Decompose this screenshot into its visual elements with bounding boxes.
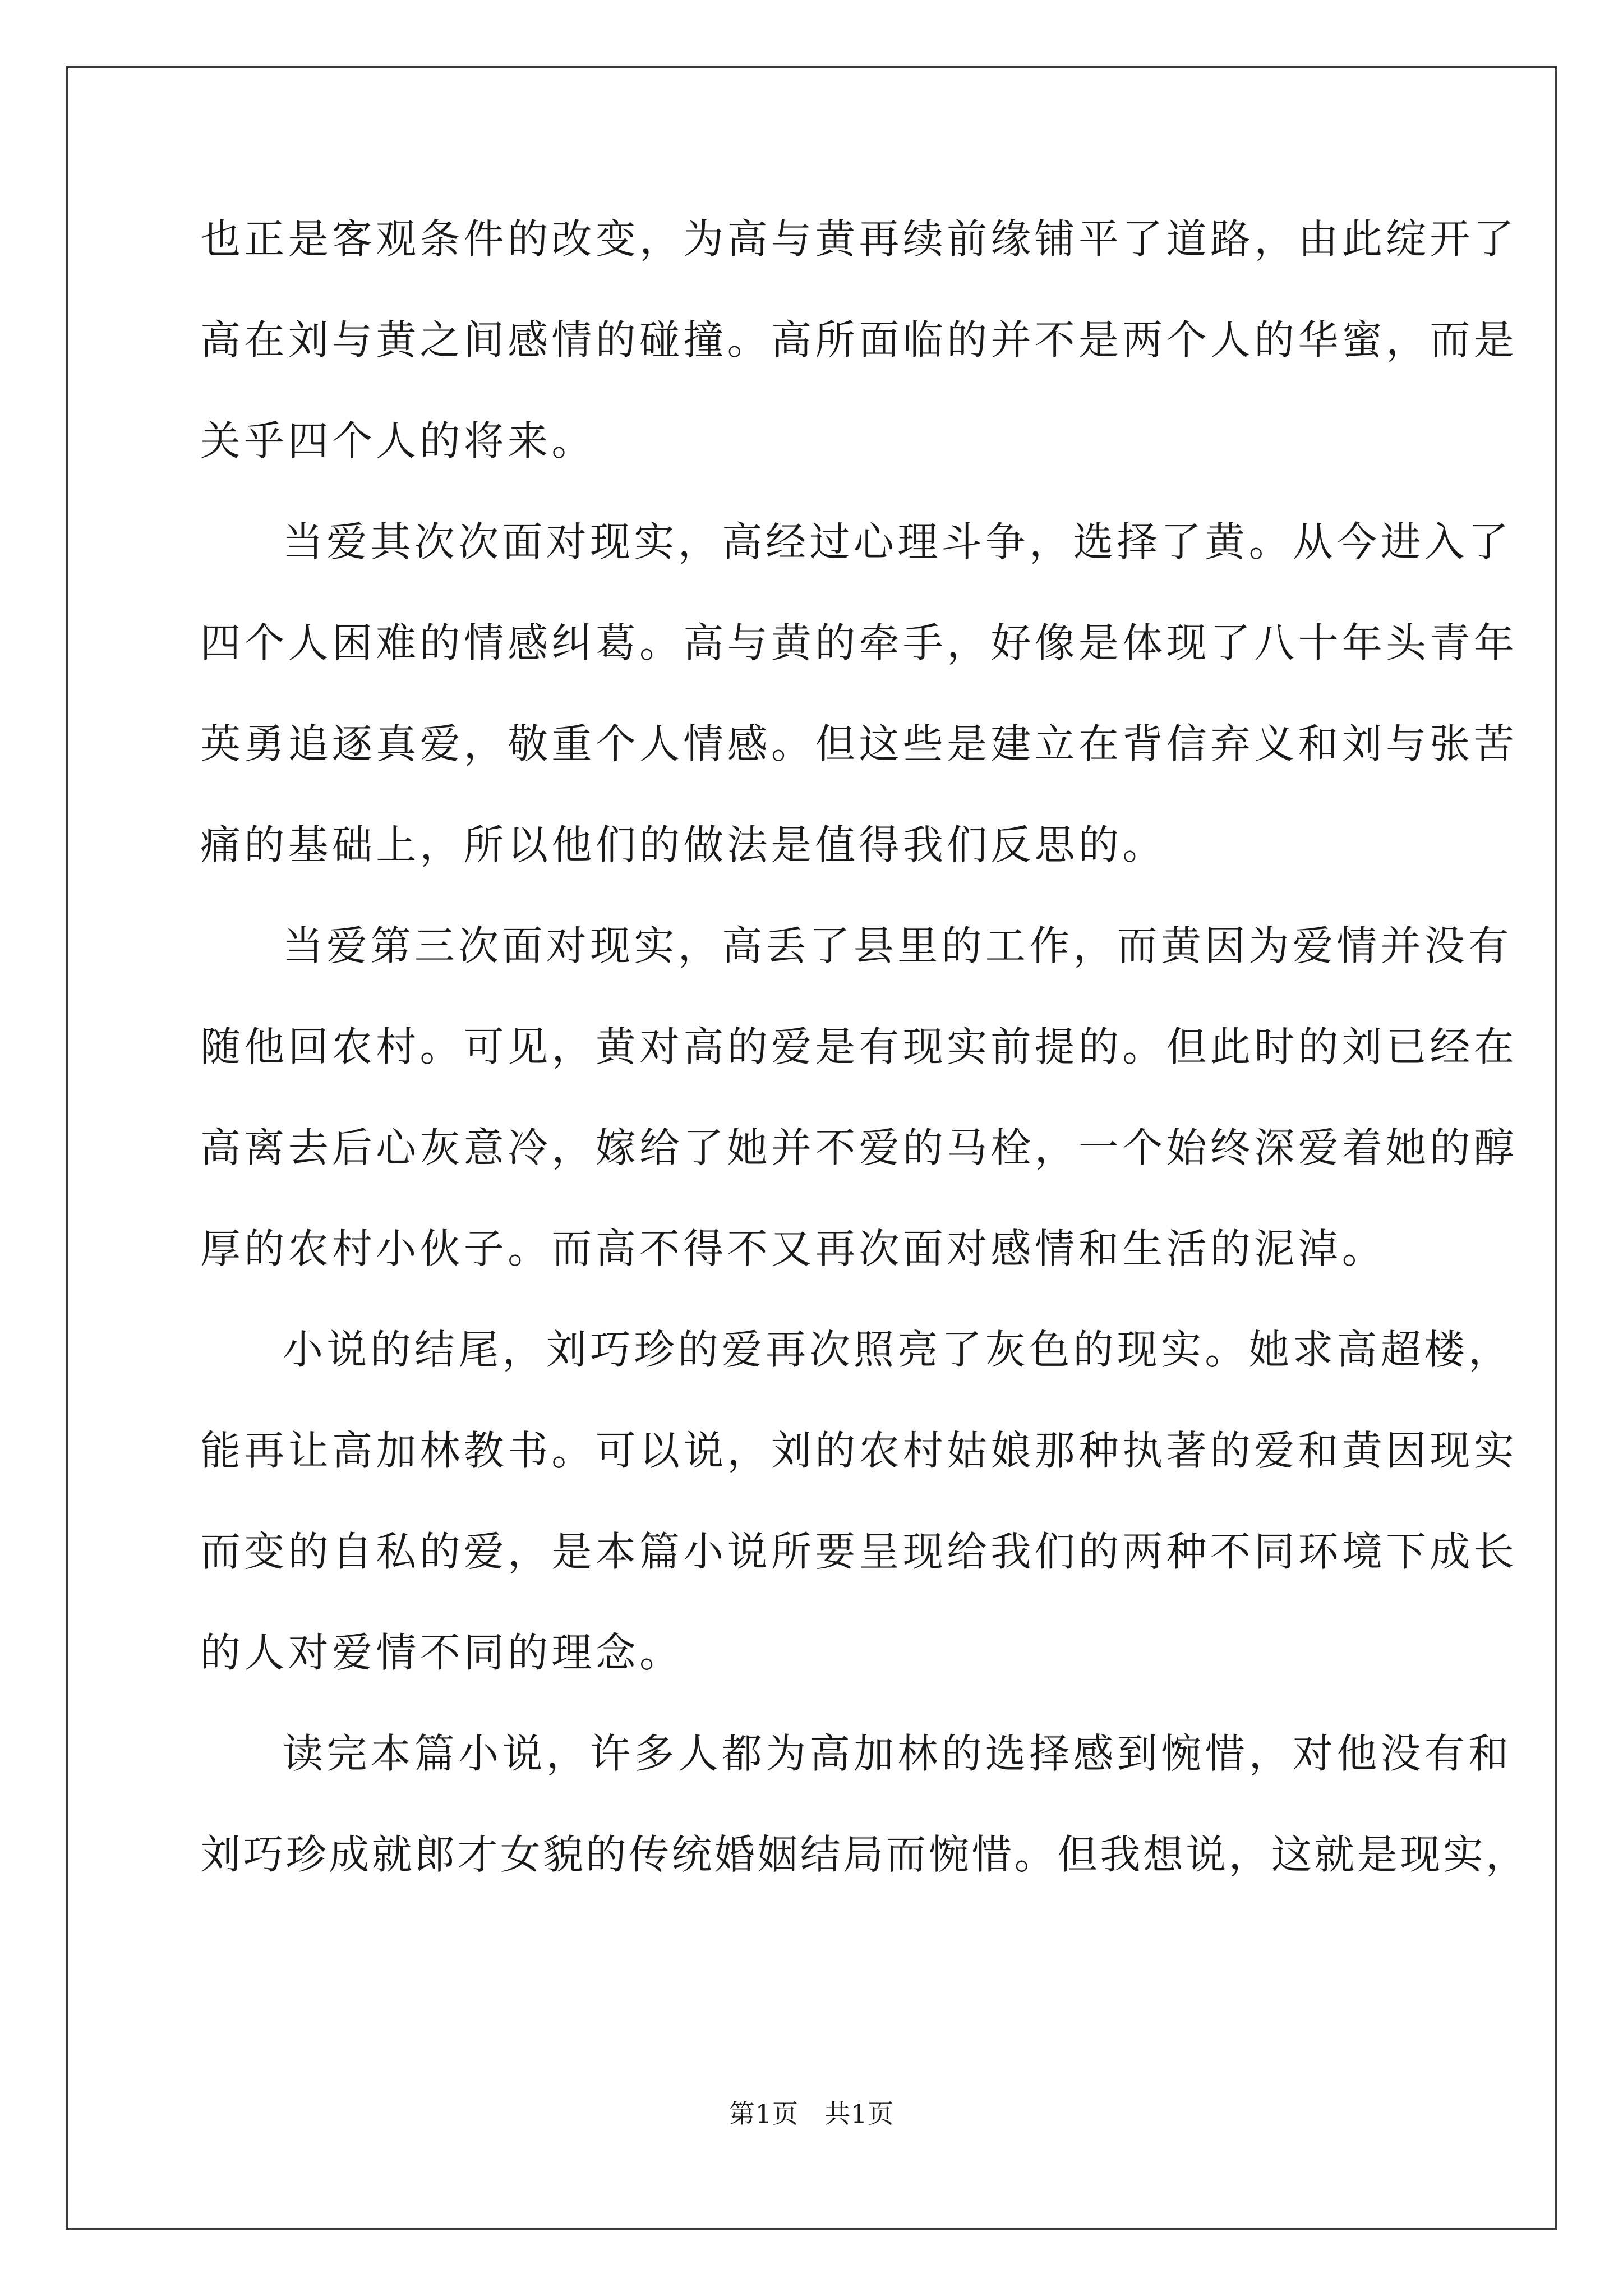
- page-number: 第1页: [728, 2099, 799, 2129]
- text-line: 小说的结尾，刘巧珍的爱再次照亮了灰色的现实。她求高超楼，: [283, 1326, 1513, 1373]
- text-line: 关乎四个人的将来。: [200, 417, 596, 464]
- text-line: 读完本篇小说，许多人都为高加林的选择感到惋惜，对他没有和: [283, 1730, 1513, 1777]
- page-footer: [0, 2097, 1623, 2131]
- text-line: 高离去后心灰意冷，嫁给了她并不爱的马栓，一个始终深爱着她的醇: [200, 1124, 1518, 1171]
- document-body: [200, 209, 1529, 1925]
- text-line: 也正是客观条件的改变，为高与黄再续前缘铺平了道路，由此绽开了: [200, 215, 1518, 263]
- page-total: 共1页: [824, 2099, 895, 2129]
- text-line: 高在刘与黄之间感情的碰撞。高所面临的并不是两个人的华蜜，而是: [200, 316, 1518, 364]
- text-line: 厚的农村小伙子。而高不得不又再次面对感情和生活的泥淖。: [200, 1225, 1386, 1272]
- text-line: 当爱其次次面对现实，高经过心理斗争，选择了黄。从今进入了: [283, 518, 1513, 565]
- text-line: 当爱第三次面对现实，高丢了县里的工作，而黄因为爱情并没有: [283, 922, 1513, 969]
- text-line: 的人对爱情不同的理念。: [200, 1629, 684, 1676]
- text-line: 四个人困难的情感纠葛。高与黄的牵手，好像是体现了八十年头青年: [200, 619, 1518, 666]
- text-line: 随他回农村。可见，黄对高的爱是有现实前提的。但此时的刘已经在: [200, 1023, 1518, 1070]
- text-line: 而变的自私的爱，是本篇小说所要呈现给我们的两种不同环境下成长: [200, 1528, 1518, 1575]
- text-line: 能再让高加林教书。可以说，刘的农村姑娘那种执著的爱和黄因现实: [200, 1427, 1518, 1474]
- text-line: 刘巧珍成就郎才女貌的传统婚姻结局而惋惜。但我想说，这就是现实，: [200, 1831, 1529, 1878]
- text-line: 痛的基础上，所以他们的做法是值得我们反思的。: [200, 821, 1166, 868]
- text-line: 英勇追逐真爱，敬重个人情感。但这些是建立在背信弃义和刘与张苦: [200, 720, 1518, 767]
